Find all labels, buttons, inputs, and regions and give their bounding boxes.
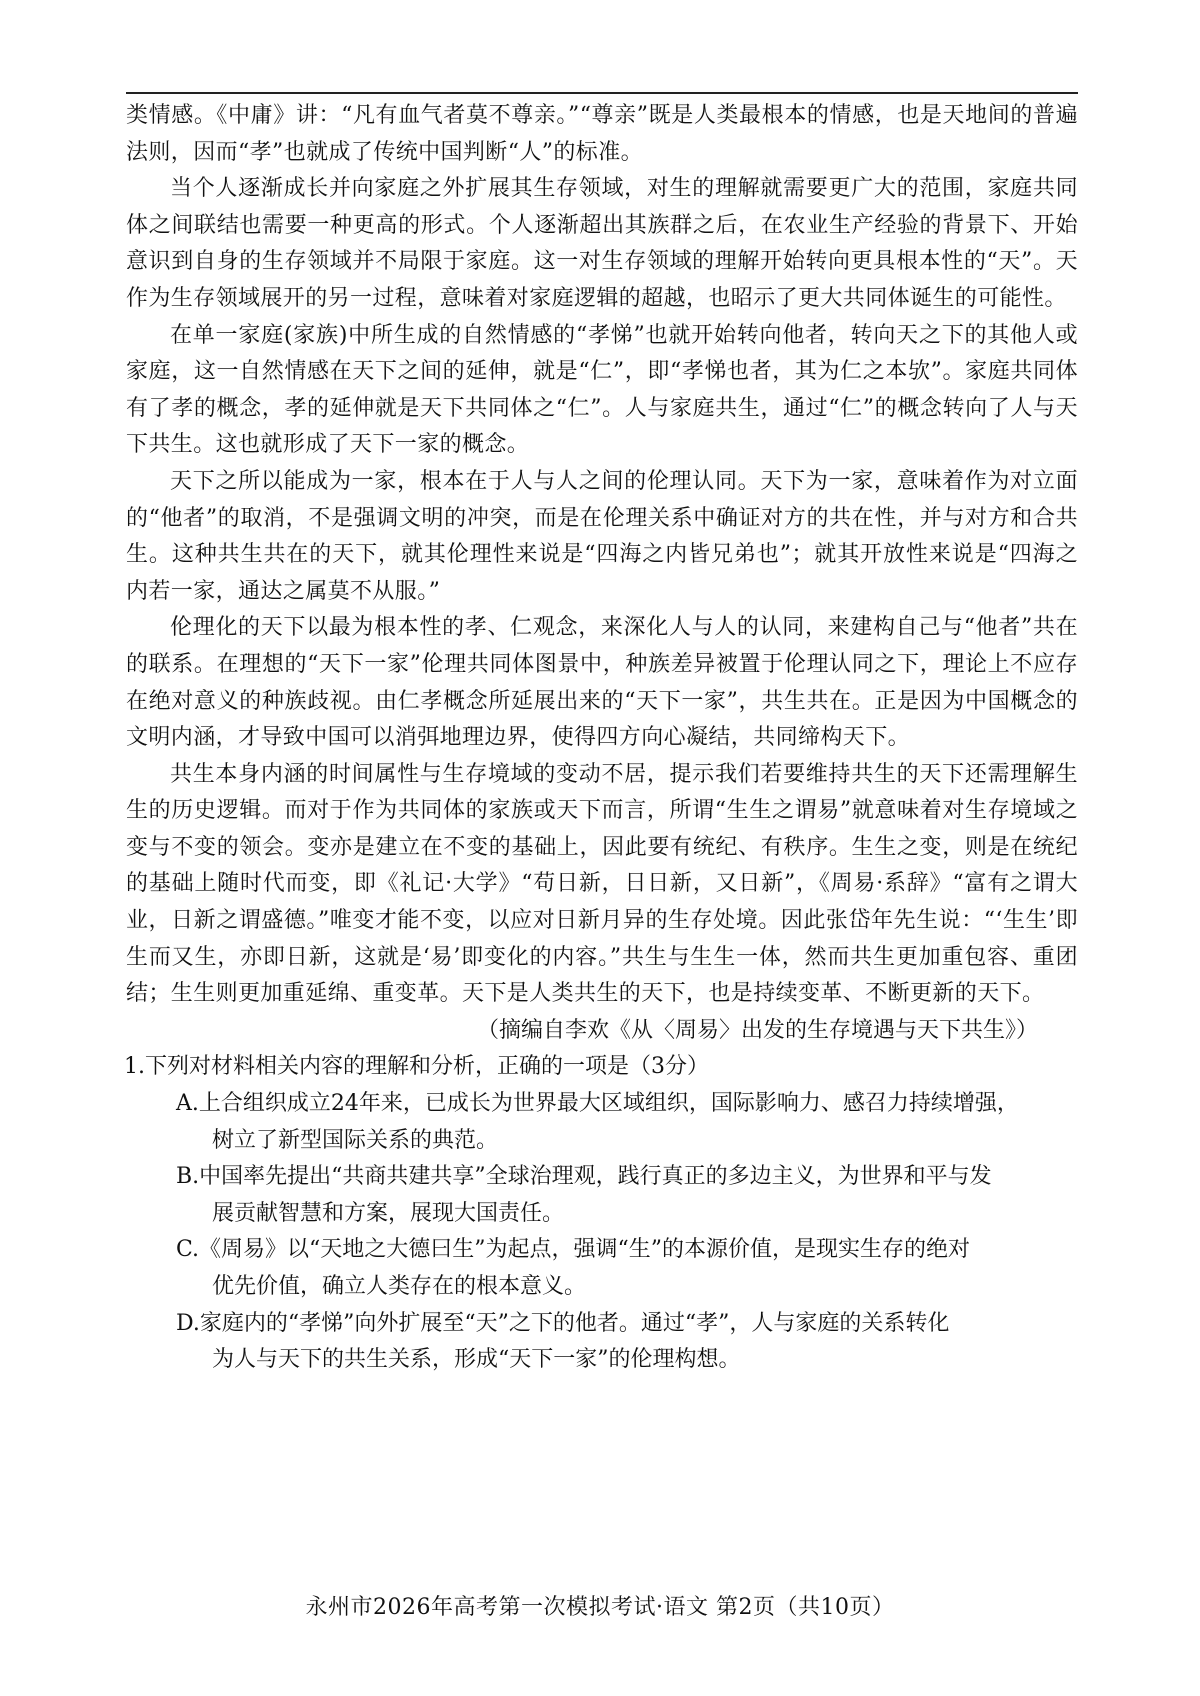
paragraph-4: 天下之所以能成为一家，根本在于人与人之间的伦理认同。天下为一家，意味着作为对立面的“他者”的取消，不是强调文明的冲突，而是在伦理关系中确证对方的共在性，并与对方和合共生。这种共生共在的天下，就其伦理性来说是“四海之内皆兄弟也”；就其开放性来说是“四海之内若一家，通达之属莫不从服。” (126, 468, 1078, 604)
source-citation: （摘编自李欢《从〈周易〉出发的生存境遇与天下共生》） (476, 1017, 1038, 1043)
paragraph-2: 当个人逐渐成长并向家庭之外扩展其生存领域，对生的理解就需要更广大的范围，家庭共同体之间联结也需要一种更高的形式。个人逐渐超出其族群之后，在农业生产经验的背景下、开始意识到自身的生存领域并不局限于家庭。这一对生存领域的理解开始转向更具根本性的“天”。天作为生存领域展开的另一过程，意味着对家庭逻辑的超越，也昭示了更大共同体诞生的可能性。 (126, 176, 1078, 311)
paragraph-3: 在单一家庭(家族)中所生成的自然情感的“孝悌”也就开始转向他者，转向天之下的其他人或家庭，这一自然情感在天下之间的延伸，就是“仁”，即“孝悌也者，其为仁之本欤”。家庭共同体有了孝的概念，孝的延伸就是天下共同体之“仁”。人与家庭共生，通过“仁”的概念转向了人与天下共生。这也就形成了天下一家的概念。 (126, 322, 1078, 458)
question-stem: 1.下列对材料相关内容的理解和分析，正确的一项是（3分） (124, 1054, 709, 1080)
option-c (176, 1232, 1078, 1305)
option-a (176, 1086, 1078, 1159)
article-body (126, 98, 1078, 1379)
option-d-line1: D.家庭内的“孝悌”向外扩展至“天”之下的他者。通过“孝”，人与家庭的关系转化 (176, 1310, 950, 1336)
option-a-line2: 树立了新型国际关系的典范。 (212, 1127, 499, 1153)
paragraph-5: 伦理化的天下以最为根本性的孝、仁观念，来深化人与人的认同，来建构自己与“他者”共在的联系。在理想的“天下一家”伦理共同体图景中，种族差异被置于伦理认同之下，理论上不应存在绝对意义的种族歧视。由仁孝概念所延展出来的“天下一家”，共生共在。正是因为中国概念的文明内涵，才导致中国可以消弭地理边界，使得四方向心凝结，共同缔构天下。 (126, 615, 1078, 751)
option-b-line1: B.中国率先提出“共商共建共享”全球治理观，践行真正的多边主义，为世界和平与发 (176, 1164, 992, 1190)
paragraph-6: 共生本身内涵的时间属性与生存境域的变动不居，提示我们若要维持共生的天下还需理解生生的历史逻辑。而对于作为共同体的家族或天下而言，所谓“生生之谓易”就意味着对生存境域之变与不变的领会。变亦是建立在不变的基础上，因此要有统纪、有秩序。生生之变，则是在统纪的基础上随时代而变，即《礼记·大学》“苟日新，日日新，又日新”，《周易·系辞》“富有之谓大业，日新之谓盛德。”唯变才能不变，以应对日新月异的生存处境。因此张岱年先生说：“‘生生’即生而又生，亦即日新，这就是‘易’即变化的内容。”共生与生生一体，然而共生更加重包容、重团结；生生则更加重延绵、重变革。天下是人类共生的天下，也是持续变革、不断更新的天下。 (126, 761, 1078, 1007)
option-b-line2: 展贡献智慧和方案，展现大国责任。 (212, 1200, 565, 1226)
top-rule (126, 92, 1078, 94)
option-b (176, 1159, 1078, 1232)
option-a-line1: A.上合组织成立24年来，已成长为世界最大区域组织，国际影响力、感召力持续增强， (176, 1091, 1019, 1117)
option-d (176, 1306, 1078, 1379)
option-c-line2: 优先价值，确立人类存在的根本意义。 (212, 1274, 587, 1299)
paragraph-1: 类情感。《中庸》讲：“凡有血气者莫不尊亲。”“尊亲”既是人类最根本的情感，也是天地间的普遍法则，因而“孝”也就成了传统中国判断“人”的标准。 (126, 103, 1078, 165)
option-d-line2: 为人与天下的共生关系，形成“天下一家”的伦理构想。 (212, 1347, 741, 1373)
option-c-line1: C.《周易》以“天地之大德曰生”为起点，强调“生”的本源价值，是现实生存的绝对 (176, 1237, 971, 1263)
page-footer: 永州市2026年高考第一次模拟考试·语文 第2页（共10页） (305, 1595, 895, 1620)
